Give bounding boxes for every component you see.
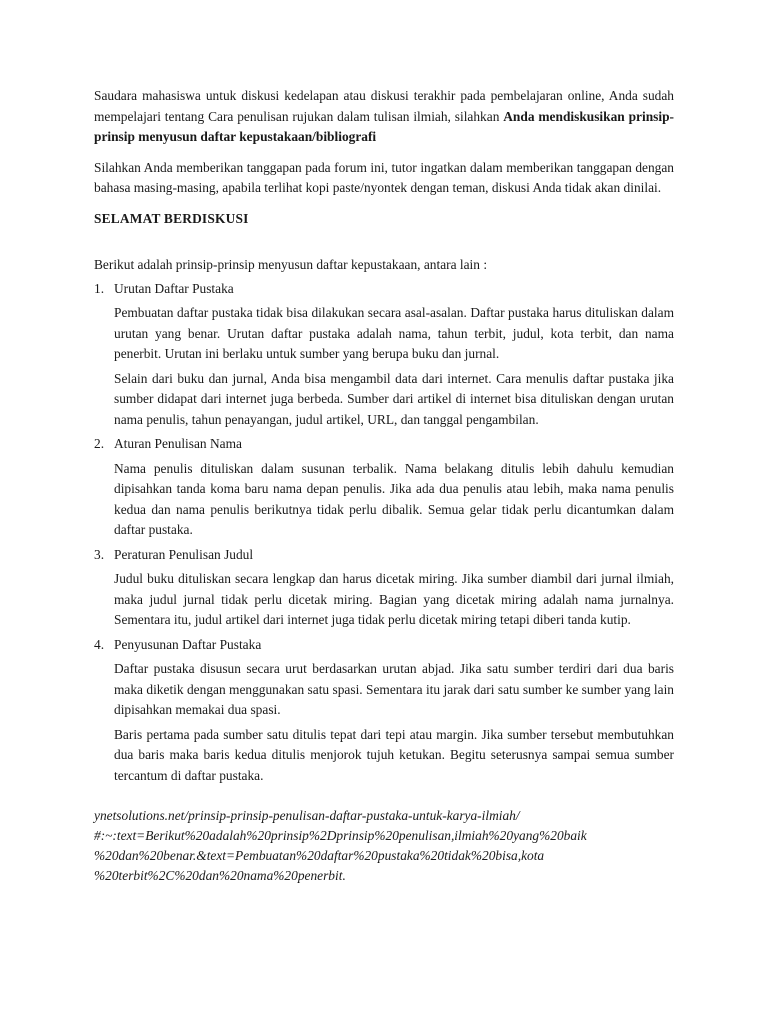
list-item-paragraph: Baris pertama pada sumber satu ditulis tepat dari tepi atau margin. Jika sumber tersebut membutuhkan dua baris maka baris kedua ditulis menjorok tujuh ketukan. Begitu seterusnya sampai semua sumber tercantum di daftar pustaka. <box>114 726 674 783</box>
list-item-paragraph: Judul buku dituliskan secara lengkap dan harus dicetak miring. Jika sumber diambil dari jurnal ilmiah, maka judul jurnal tidak perlu dicetak miring. Bagian yang dicetak miring adalah nama jurnalnya. Sementara itu, judul artikel dari internet juga tidak perlu dicetak miring tetapi diberi tanda kutip. <box>114 571 674 627</box>
list-item-title <box>94 434 674 455</box>
list-item <box>94 434 674 541</box>
list-item-paragraph: Selain dari buku dan jurnal, Anda bisa mengambil data dari internet. Cara menulis daftar pustaka jika sumber didapat dari internet juga berbeda. Sumber dari artikel di internet bisa dituliskan dengan urutan nama penulis, tahun penayangan, judul artikel, URL, dan tanggal pengambilan. <box>114 370 674 427</box>
lead-sentence: Berikut adalah prinsip-prinsip menyusun daftar kepustakaan, antara lain : <box>94 257 488 272</box>
list-item-number: 1. <box>94 280 105 296</box>
list-item-paragraph: Daftar pustaka disusun secara urut berdasarkan urutan abjad. Jika satu sumber terdiri dari dua baris maka diketik dengan menggunakan satu spasi. Sementara itu jarak dari satu sumber ke sumber yang lain dipisahkan memakai dua spasi. <box>114 661 674 717</box>
list-item-title <box>94 279 674 300</box>
intro-bold-instruction: Anda mendiskusikan prinsip-prinsip menyusun daftar kepustakaan/bibliografi <box>94 108 674 144</box>
source-line: #:~:text=Berikut%20adalah%20prinsip%2Dprinsip%20penulisan,ilmiah%20yang%20baik <box>94 828 587 843</box>
list-item-title <box>94 545 674 566</box>
source-line: ynetsolutions.net/prinsip-prinsip-penulisan-daftar-pustaka-untuk-karya-ilmiah/ <box>94 808 520 823</box>
list-item-paragraph: Pembuatan daftar pustaka tidak bisa dilakukan secara asal-asalan. Daftar pustaka harus dituliskan dalam urutan yang benar. Urutan daftar pustaka adalah nama, tahun terbit, judul, kota terbit, dan nama penerbit. Urutan ini berlaku untuk sumber yang berupa buku dan jurnal. <box>114 305 674 361</box>
list-item-heading: Aturan Penulisan Nama <box>114 436 242 451</box>
list-item-title <box>94 635 674 656</box>
list-item-number: 2. <box>94 436 105 451</box>
list-item-heading: Peraturan Penulisan Judul <box>114 546 254 562</box>
intro-text: Saudara mahasiswa untuk diskusi kedelapan atau diskusi terakhir pada pembelajaran online, Anda sudah mempelajari tentang Cara penulisan rujukan dalam tulisan ilmiah, silahkan <box>94 88 674 124</box>
list-item-heading: Penyusunan Daftar Pustaka <box>114 636 262 652</box>
list-item-paragraph: Nama penulis dituliskan dalam susunan terbalik. Nama belakang ditulis lebih dahulu kemudian dipisahkan tanda koma baru nama depan penulis. Jika ada dua penulis atau lebih, maka nama penulis kedua dan nama penulis berikutnya tidak perlu dibalik. Semua gelar tidak perlu dicantumkan dalam daftar pustaka. <box>114 460 674 537</box>
section-heading: SELAMAT BERDISKUSI <box>94 210 249 226</box>
source-reference <box>94 806 674 886</box>
list-item <box>94 545 674 631</box>
list-item-number: 4. <box>94 636 105 652</box>
intro-paragraph <box>94 86 674 148</box>
principles-list <box>94 279 674 787</box>
source-line: %20terbit%2C%20dan%20nama%20penerbit. <box>94 868 346 883</box>
list-item <box>94 635 674 787</box>
list-item-number: 3. <box>94 546 105 562</box>
list-item <box>94 279 674 431</box>
instruction-paragraph: Silahkan Anda memberikan tanggapan pada forum ini, tutor ingatkan dalam memberikan tanggapan dengan bahasa masing-masing, apabila terlihat kopi paste/nyontek dengan teman, diskusi Anda tidak akan dinilai. <box>94 159 674 195</box>
source-line: %20dan%20benar.&text=Pembuatan%20daftar%20pustaka%20tidak%20bisa,kota <box>94 848 545 863</box>
list-item-heading: Urutan Daftar Pustaka <box>114 280 234 296</box>
